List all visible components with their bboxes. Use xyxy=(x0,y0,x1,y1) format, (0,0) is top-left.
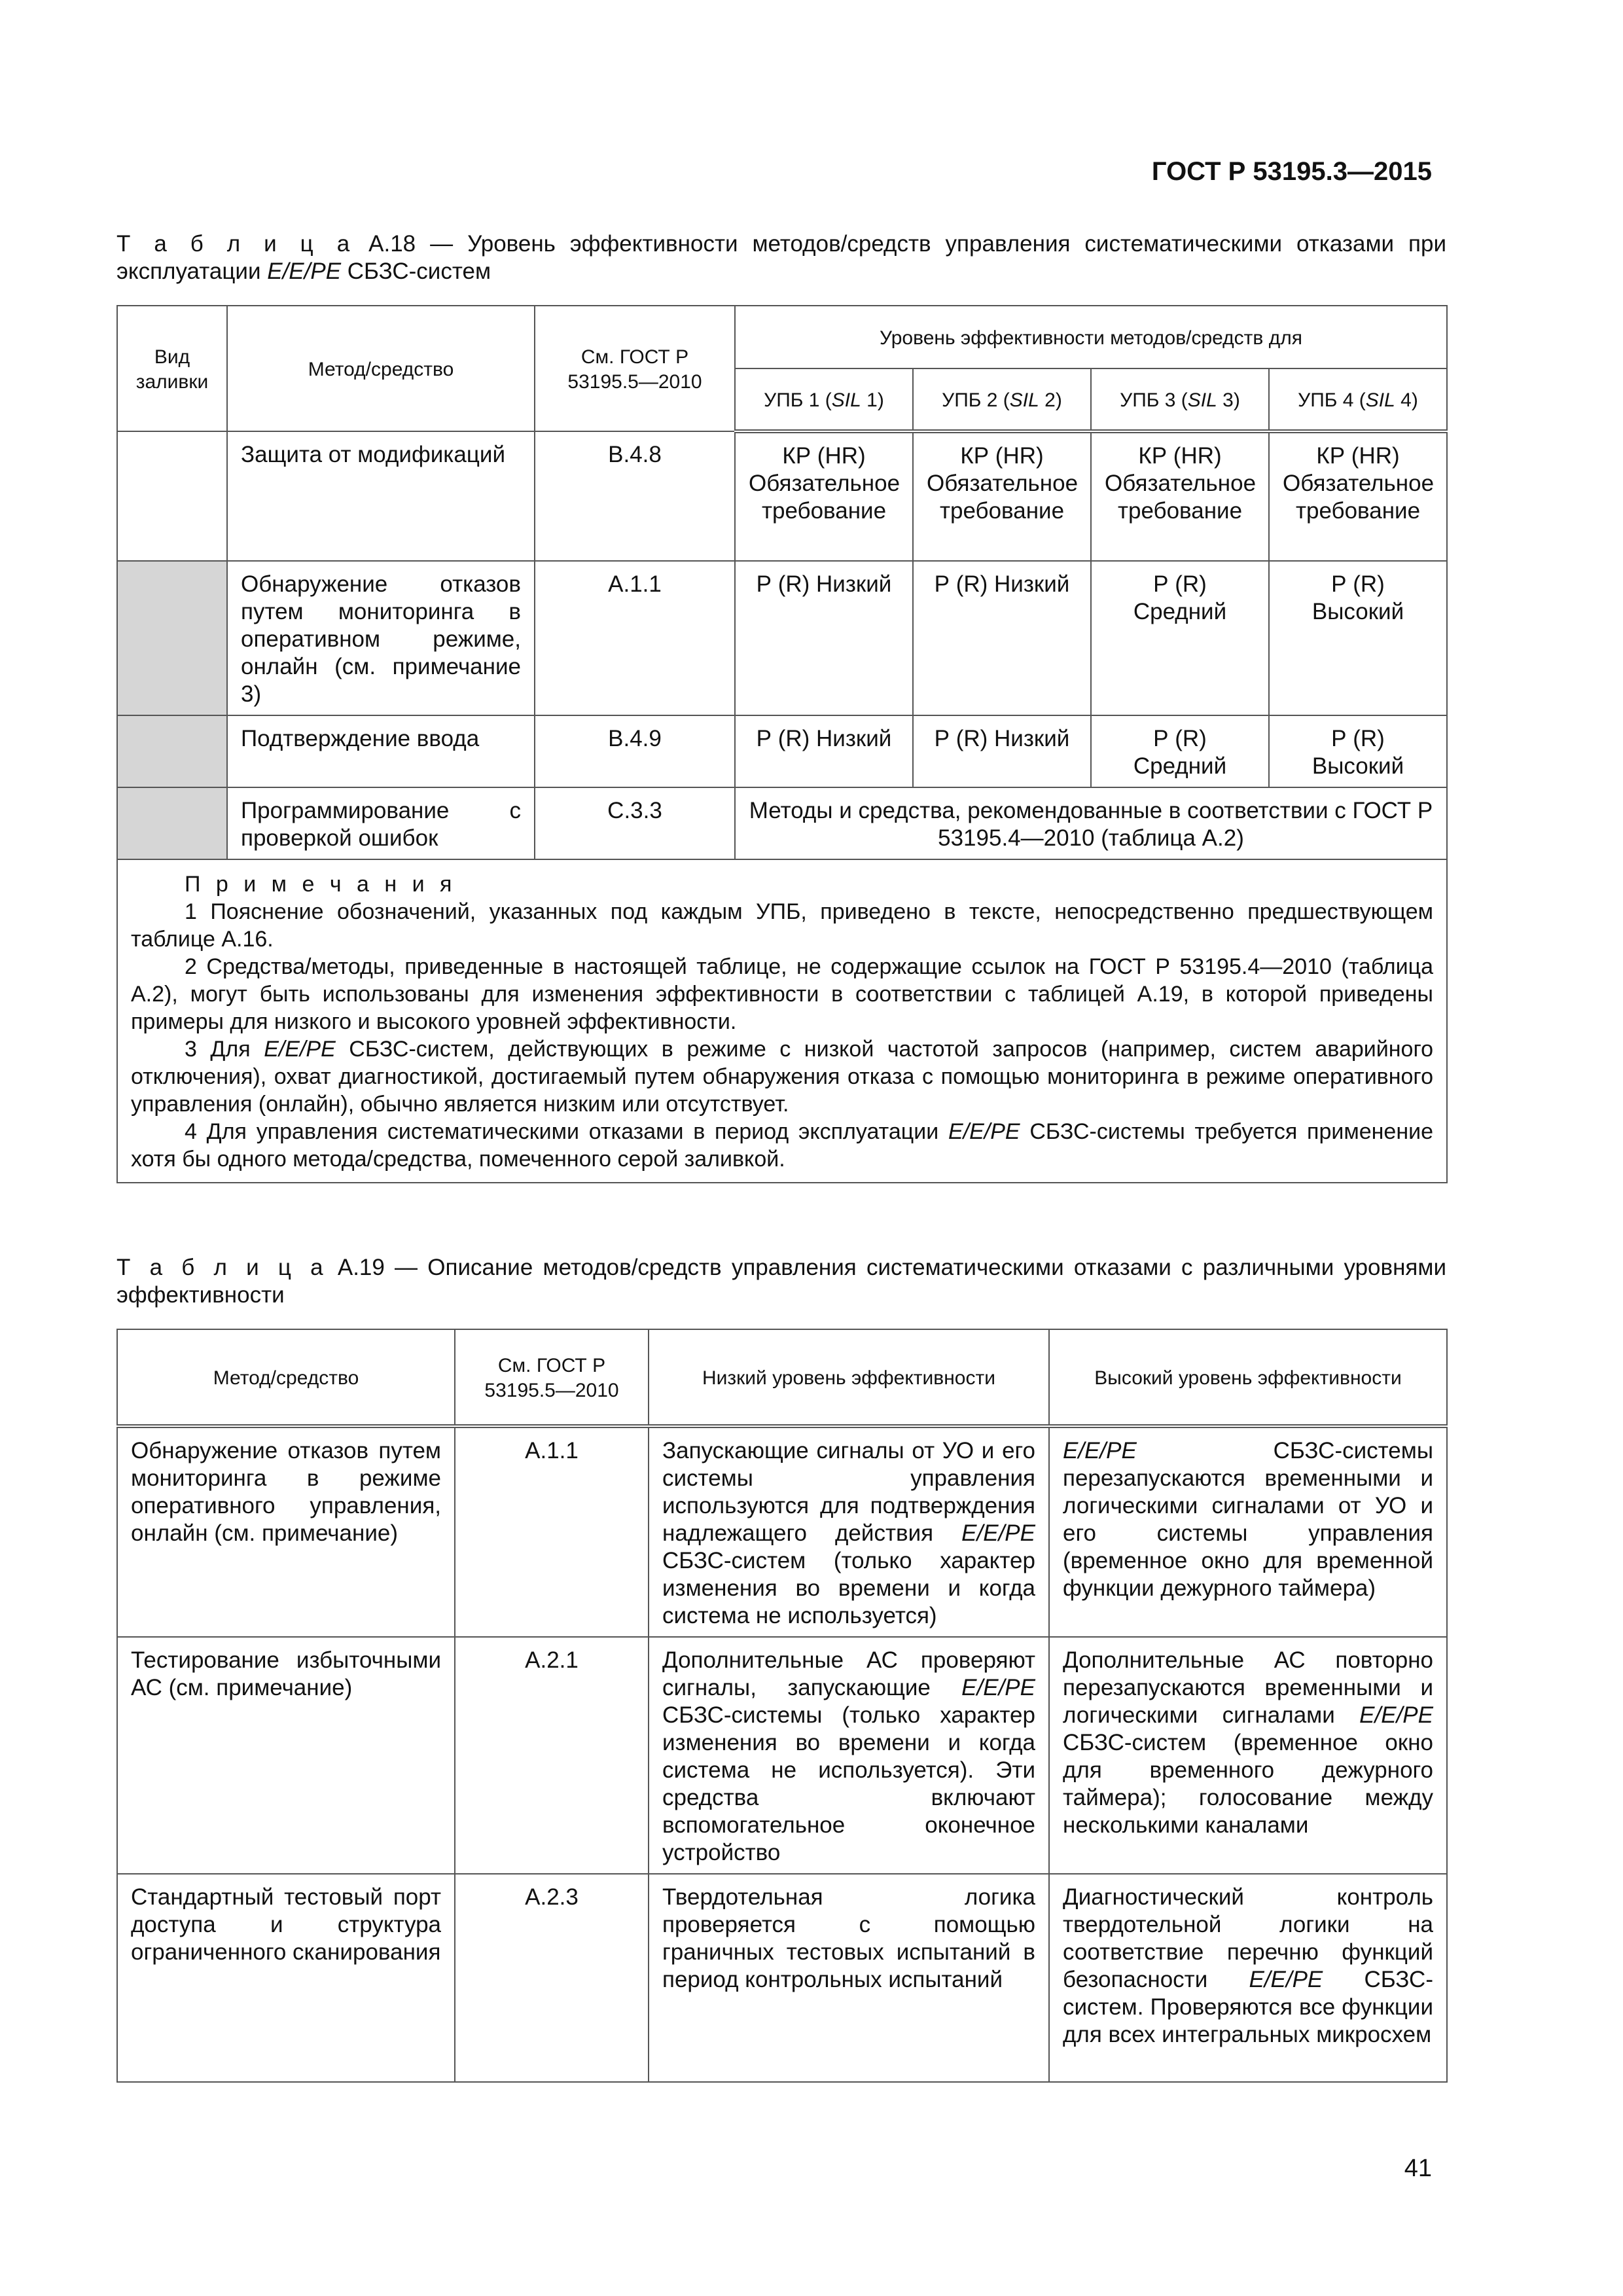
high-efficiency-cell: Дополнительные АС повторно перезапускаются временными и логическими сигналами E/E/PE СБЗС-систем (временное окно для временного дежурного таймера); голосование между несколькими каналами xyxy=(1049,1637,1447,1874)
method-cell: Обнаружение отказов путем мониторинга в оперативном режиме, онлайн (см. примечание 3) xyxy=(227,561,535,715)
low-efficiency-cell: Запускающие сигналы от УО и его системы управления используются для подтверждения надлежащего действия E/E/PE СБЗС-систем (только характер изменения во времени и когда система не используется) xyxy=(649,1426,1049,1637)
header-method: Метод/средство xyxy=(227,306,535,431)
value-cell: КР (HR) Обязательное требование xyxy=(1091,431,1269,561)
ref-cell: С.3.3 xyxy=(535,787,735,859)
value-cell: Р (R) Высокий xyxy=(1269,561,1447,715)
table-a18-caption: Т а б л и ц а А.18 — Уровень эффективности методов/средств управления систематическими отказами при эксплуатации E/E/PE СБЗС-систем xyxy=(116,231,1446,284)
ref-cell: В.4.9 xyxy=(535,715,735,787)
table-row xyxy=(117,1874,1447,2082)
header-upb-3: УПБ 3 (SIL 3) xyxy=(1091,368,1269,431)
table-notes xyxy=(117,859,1447,1183)
value-cell: Р (R) Средний xyxy=(1091,561,1269,715)
header-high-efficiency: Высокий уровень эффективности xyxy=(1049,1329,1447,1426)
low-efficiency-cell: Дополнительные АС проверяют сигналы, запускающие E/E/PE СБЗС-системы (только характер изменения во времени и когда система не используется). Эти средства включают вспомогательное оконечное устройство xyxy=(649,1637,1049,1874)
fill-cell-gray xyxy=(117,715,227,787)
header-method: Метод/средство xyxy=(117,1329,455,1426)
method-cell: Подтверждение ввода xyxy=(227,715,535,787)
header-efficiency-group: Уровень эффективности методов/средств для xyxy=(735,306,1447,368)
table-a18 xyxy=(116,305,1448,1183)
value-cell: Р (R) Низкий xyxy=(913,561,1091,715)
table-row xyxy=(117,431,1447,561)
ref-cell: А.1.1 xyxy=(535,561,735,715)
note-1: 1 Пояснение обозначений, указанных под каждым УПБ, приведено в тексте, непосредственно предшествующем таблице А.16. xyxy=(131,899,1433,952)
method-cell: Защита от модификаций xyxy=(227,431,535,561)
note-4: 4 Для управления систематическими отказами в период эксплуатации E/E/PE СБЗС-системы требуется применение хотя бы одного метода/средства, помеченного серой заливкой. xyxy=(131,1119,1434,1172)
method-cell: Стандартный тестовый порт доступа и структура ограниченного сканирования xyxy=(117,1874,455,2082)
ref-cell: А.2.1 xyxy=(455,1637,649,1874)
low-efficiency-cell: Твердотельная логика проверяется с помощью граничных тестовых испытаний в период контрольных испытаний xyxy=(649,1874,1049,2082)
method-cell: Тестирование избыточными АС (см. примечание) xyxy=(117,1637,455,1874)
table-a19 xyxy=(116,1329,1448,2083)
high-efficiency-cell: E/E/PE СБЗС-системы перезапускаются временными и логическими сигналами от УО и его системы управления (временное окно для временной функции дежурного таймера) xyxy=(1049,1426,1447,1637)
table-row xyxy=(117,561,1447,715)
table-row xyxy=(117,715,1447,787)
value-cell: Р (R) Средний xyxy=(1091,715,1269,787)
ref-cell: А.1.1 xyxy=(455,1426,649,1637)
ref-cell: А.2.3 xyxy=(455,1874,649,2082)
notes-title: П р и м е ч а н и я xyxy=(185,872,457,897)
method-cell: Обнаружение отказов путем мониторинга в режиме оперативного управления, онлайн (см. примечание) xyxy=(117,1426,455,1637)
table-row xyxy=(117,1426,1447,1637)
table-a19-caption: Т а б л и ц а А.19 — Описание методов/средств управления систематическими отказами с различными уровнями эффективности xyxy=(116,1255,1446,1308)
header-gost-ref: См. ГОСТ Р 53195.5—2010 xyxy=(455,1329,649,1426)
header-fill-type: Вид заливки xyxy=(117,306,227,431)
header-upb-1: УПБ 1 (SIL 1) xyxy=(735,368,913,431)
value-cell: Р (R) Высокий xyxy=(1269,715,1447,787)
high-efficiency-cell: Диагностический контроль твердотельной логики на соответствие перечню функций безопасности E/E/PE СБЗС-систем. Проверяются все функции для всех интегральных микросхем xyxy=(1049,1874,1447,2082)
method-cell: Программирование с проверкой ошибок xyxy=(227,787,535,859)
value-cell: Р (R) Низкий xyxy=(735,715,913,787)
value-cell: КР (HR) Обязательное требование xyxy=(735,431,913,561)
notes-row xyxy=(117,859,1447,1183)
header-upb-2: УПБ 2 (SIL 2) xyxy=(913,368,1091,431)
fill-cell xyxy=(117,431,227,561)
table-row xyxy=(117,1637,1447,1874)
header-upb-4: УПБ 4 (SIL 4) xyxy=(1269,368,1447,431)
value-cell: КР (HR) Обязательное требование xyxy=(1269,431,1447,561)
value-cell: КР (HR) Обязательное требование xyxy=(913,431,1091,561)
note-3: 3 Для E/E/PE СБЗС-систем, действующих в режиме с низкой частотой запросов (например, систем аварийного отключения), охват диагностикой, достигаемый путем обнаружения отказа с помощью мониторинга в режиме оперативного управления (онлайн), обычно является низким или отсутствует. xyxy=(131,1037,1434,1117)
header-low-efficiency: Низкий уровень эффективности xyxy=(649,1329,1049,1426)
ref-cell: В.4.8 xyxy=(535,431,735,561)
fill-cell-gray xyxy=(117,561,227,715)
table-row xyxy=(117,787,1447,859)
page-number: 41 xyxy=(1404,2155,1432,2182)
note-2: 2 Средства/методы, приведенные в настоящей таблице, не содержащие ссылок на ГОСТ Р 53195.4—2010 (таблица А.2), могут быть использованы для изменения эффективности в соответствии с таблицей А.19, в которой приведены примеры для низкого и высокого уровней эффективности. xyxy=(131,954,1433,1034)
merged-value-cell: Методы и средства, рекомендованные в соответствии с ГОСТ Р 53195.4—2010 (таблица А.2) xyxy=(735,787,1447,859)
document-header: ГОСТ Р 53195.3—2015 xyxy=(1151,157,1432,186)
value-cell: Р (R) Низкий xyxy=(913,715,1091,787)
header-gost-ref: См. ГОСТ Р 53195.5—2010 xyxy=(535,306,735,431)
fill-cell-gray xyxy=(117,787,227,859)
value-cell: Р (R) Низкий xyxy=(735,561,913,715)
